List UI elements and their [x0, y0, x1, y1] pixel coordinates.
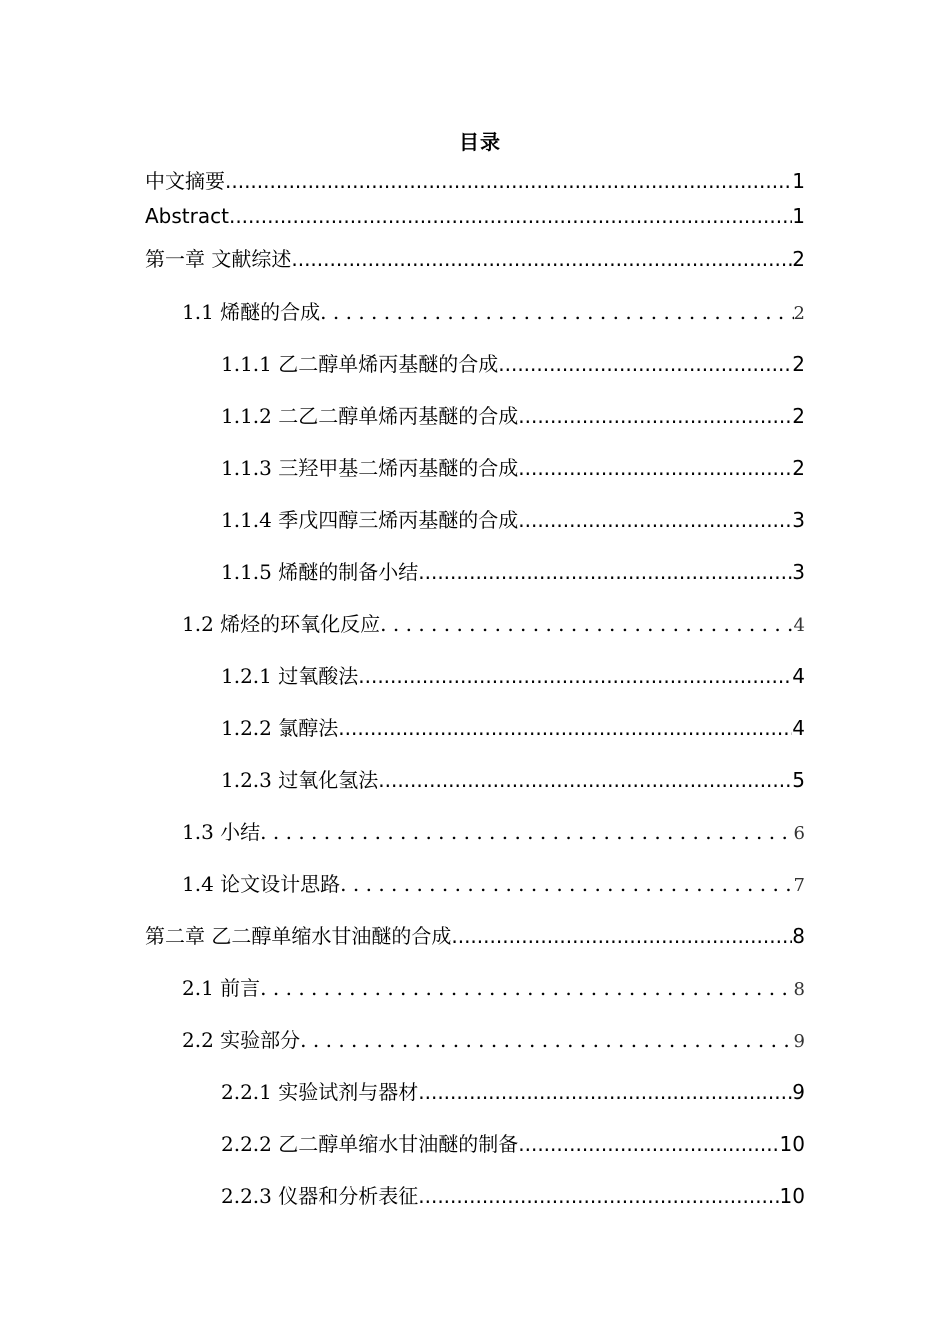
toc-entry-label: 1.1 烯醚的合成 [182, 300, 321, 324]
toc-entry[interactable] [221, 1128, 805, 1157]
toc-entry-label: 2.2 实验部分 [182, 1028, 301, 1052]
toc-entry[interactable] [221, 400, 805, 429]
toc-entry-label: 1.1.5 烯醚的制备小结 [221, 560, 419, 584]
toc-entry-label: 1.1.1 乙二醇单烯丙基醚的合成 [221, 352, 499, 376]
toc-entry-label: 第一章 文献综述 [145, 247, 292, 271]
toc-entry-page: 5 [792, 768, 805, 792]
toc-entry-label: 2.2.2 乙二醇单缩水甘油醚的制备 [221, 1132, 519, 1156]
toc-entry[interactable] [221, 1076, 805, 1105]
toc-leader-dots [518, 456, 792, 480]
toc-title: 目录 [459, 130, 501, 154]
toc-entry-page: 2 [793, 303, 805, 324]
toc-entry[interactable] [182, 816, 805, 845]
toc-entry[interactable] [145, 243, 805, 272]
toc-leader-dots [358, 664, 792, 688]
toc-leader-dots [498, 352, 792, 376]
toc-entry[interactable] [221, 1180, 805, 1209]
toc-entry-page: 9 [792, 1080, 805, 1104]
toc-entry-page: 4 [792, 664, 805, 688]
toc-entry[interactable] [145, 204, 805, 228]
toc-entry-page: 2 [792, 456, 805, 480]
toc-entry-page: 4 [792, 716, 805, 740]
toc-leader-dots [418, 1184, 779, 1208]
toc-entry[interactable] [145, 165, 805, 194]
toc-leader-dots [378, 768, 792, 792]
toc-entry-label: 中文摘要 [145, 169, 225, 193]
toc-entry[interactable] [221, 660, 805, 689]
toc-entry[interactable] [221, 348, 805, 377]
toc-entry-page: 2 [792, 247, 805, 271]
toc-leader-dots [340, 872, 793, 896]
toc-leader-dots [260, 976, 793, 1000]
toc-entry-page: 3 [792, 560, 805, 584]
toc-leader-dots [225, 169, 792, 193]
toc-entry[interactable] [182, 296, 805, 325]
toc-entry-page: 2 [792, 352, 805, 376]
toc-leader-dots [418, 1080, 792, 1104]
toc-entry[interactable] [221, 556, 805, 585]
toc-entry[interactable] [145, 920, 805, 949]
toc-entry-label: 1.1.4 季戊四醇三烯丙基醚的合成 [221, 508, 519, 532]
toc-leader-dots [518, 508, 792, 532]
toc-entry-label: 1.1.2 二乙二醇单烯丙基醚的合成 [221, 404, 519, 428]
toc-leader-dots [518, 404, 792, 428]
toc-leader-dots [291, 247, 792, 271]
toc-entry[interactable] [182, 868, 805, 897]
toc-entry-page: 8 [793, 979, 805, 1000]
toc-entry[interactable] [221, 504, 805, 533]
toc-entry[interactable] [182, 608, 805, 637]
toc-leader-dots [418, 560, 792, 584]
toc-entry-label: 1.3 小结 [182, 820, 261, 844]
toc-entry-label: 2.2.3 仪器和分析表征 [221, 1184, 419, 1208]
toc-entry-page: 10 [779, 1184, 805, 1208]
toc-leader-dots [338, 716, 792, 740]
toc-leader-dots [229, 204, 792, 228]
toc-entry-label: 1.2 烯烃的环氧化反应 [182, 612, 381, 636]
toc-leader-dots [380, 612, 793, 636]
toc-entry-label: 1.2.3 过氧化氢法 [221, 768, 379, 792]
toc-entry-label: Abstract [145, 204, 229, 228]
toc-entry-label: 第二章 乙二醇单缩水甘油醚的合成 [145, 924, 452, 948]
toc-entry-label: 1.1.3 三羟甲基二烯丙基醚的合成 [221, 456, 519, 480]
toc-leader-dots [451, 924, 792, 948]
toc-leader-dots [518, 1132, 779, 1156]
toc-entry-page: 1 [792, 204, 805, 228]
toc-entry-page: 10 [779, 1132, 805, 1156]
toc-entry[interactable] [221, 764, 805, 793]
toc-entry-page: 1 [792, 169, 805, 193]
toc-entry[interactable] [182, 972, 805, 1001]
toc-entry[interactable] [221, 712, 805, 741]
toc-leader-dots [300, 1028, 793, 1052]
toc-entry-page: 2 [792, 404, 805, 428]
toc-entry-label: 2.2.1 实验试剂与器材 [221, 1080, 419, 1104]
toc-leader-dots [320, 300, 793, 324]
toc-entry-page: 6 [793, 823, 805, 844]
toc-entry-page: 3 [792, 508, 805, 532]
toc-entry-label: 1.2.1 过氧酸法 [221, 664, 359, 688]
toc-entry-label: 2.1 前言 [182, 976, 261, 1000]
toc-entry-page: 4 [793, 615, 805, 636]
toc-entry-page: 8 [792, 924, 805, 948]
toc-entry-page: 7 [793, 875, 805, 896]
toc-entry-page: 9 [793, 1031, 805, 1052]
toc-entry[interactable] [221, 452, 805, 481]
toc-entry-label: 1.4 论文设计思路 [182, 872, 341, 896]
toc-leader-dots [260, 820, 793, 844]
toc-entry[interactable] [182, 1024, 805, 1053]
toc-entry-label: 1.2.2 氯醇法 [221, 716, 339, 740]
